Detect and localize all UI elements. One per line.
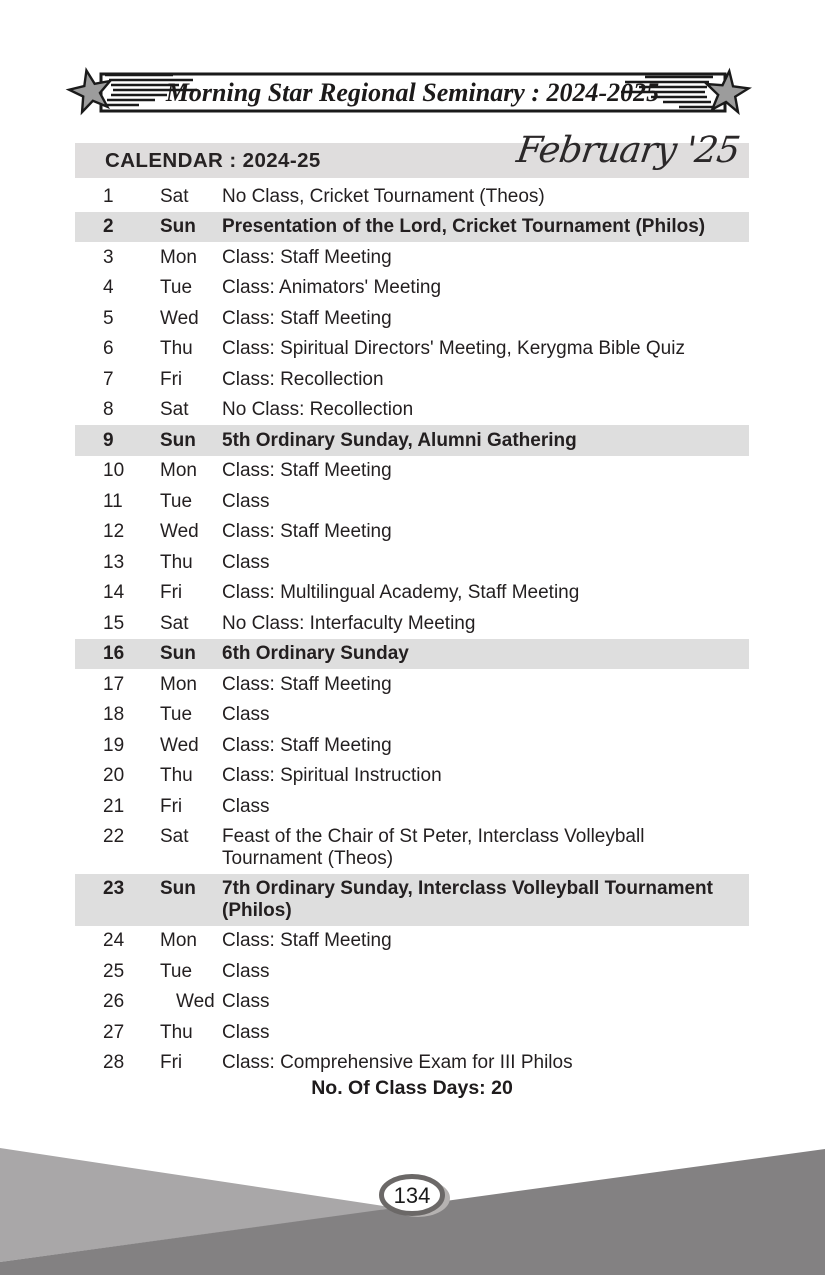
calendar-row	[75, 608, 749, 639]
weekday: Sun	[160, 429, 196, 451]
calendar-row	[75, 395, 749, 426]
day-number: 24	[103, 930, 125, 951]
calendar-row	[75, 639, 749, 670]
calendar-row	[75, 761, 749, 792]
calendar-row	[75, 303, 749, 334]
calendar-row	[75, 791, 749, 822]
weekday: Thu	[160, 1021, 193, 1043]
event-description: Class: Recollection	[222, 368, 384, 390]
seminary-title: Morning Star Regional Seminary : 2024-2025	[165, 78, 660, 107]
event-description: Class	[222, 795, 270, 817]
weekday: Tue	[160, 490, 193, 512]
weekday: Sat	[160, 826, 189, 847]
weekday: Mon	[160, 460, 197, 481]
weekday: Tue	[160, 960, 193, 982]
day-number: 9	[103, 429, 114, 451]
day-number: 22	[103, 826, 125, 847]
event-description: Class: Staff Meeting	[222, 734, 392, 756]
weekday: Tue	[160, 277, 193, 298]
day-number: 8	[103, 399, 114, 420]
calendar-header	[75, 130, 749, 178]
weekday: Wed	[160, 734, 199, 756]
calendar-table	[75, 181, 749, 1078]
weekday: Thu	[160, 338, 193, 359]
event-description: Class	[222, 704, 270, 725]
weekday: Thu	[160, 551, 193, 573]
day-number: 7	[103, 368, 114, 390]
day-number: 3	[103, 246, 114, 268]
event-description: No Class: Interfaculty Meeting	[222, 612, 476, 634]
calendar-row	[75, 334, 749, 365]
weekday: Wed	[176, 991, 215, 1012]
calendar-row	[75, 669, 749, 700]
day-number: 28	[103, 1052, 125, 1073]
day-number: 23	[103, 878, 125, 899]
calendar-row	[75, 700, 749, 731]
event-description: Class: Staff Meeting	[222, 246, 392, 268]
weekday: Sat	[160, 399, 189, 420]
day-number: 12	[103, 521, 125, 542]
event-description: 7th Ordinary Sunday, Interclass Volleyball Tournament (Philos)	[222, 878, 713, 921]
calendar-row	[75, 547, 749, 578]
calendar-row	[75, 874, 749, 926]
month-label: February '25	[514, 130, 742, 171]
event-description: No Class, Cricket Tournament (Theos)	[222, 185, 545, 207]
day-number: 10	[103, 460, 125, 481]
page-number: 134	[393, 1183, 431, 1208]
event-description: Class	[222, 960, 270, 982]
weekday: Mon	[160, 246, 197, 268]
day-number: 11	[103, 490, 123, 512]
weekday: Fri	[160, 1052, 183, 1073]
weekday: Sat	[160, 612, 189, 634]
day-number: 26	[103, 991, 125, 1012]
weekday: Fri	[160, 368, 183, 390]
weekday: Tue	[160, 704, 193, 725]
day-number: 4	[103, 277, 114, 298]
day-number: 13	[103, 551, 125, 573]
event-description: Class	[222, 1021, 270, 1043]
calendar-row	[75, 987, 749, 1018]
event-description: Class: Staff Meeting	[222, 521, 392, 542]
calendar-row	[75, 517, 749, 548]
day-number: 19	[103, 734, 125, 756]
day-number: 17	[103, 673, 125, 695]
weekday: Mon	[160, 673, 197, 695]
header-banner	[65, 62, 760, 132]
calendar-row	[75, 242, 749, 273]
weekday: Thu	[160, 765, 193, 786]
event-description: Class: Comprehensive Exam for III Philos	[222, 1052, 573, 1073]
weekday: Sun	[160, 216, 196, 237]
calendar-row	[75, 181, 749, 212]
calendar-row	[75, 456, 749, 487]
day-number: 5	[103, 307, 114, 329]
day-number: 6	[103, 338, 114, 359]
day-number: 1	[103, 185, 114, 207]
calendar-row	[75, 273, 749, 304]
day-number: 21	[103, 795, 125, 817]
class-days-summary: No. Of Class Days: 20	[311, 1077, 513, 1099]
event-description: Class: Multilingual Academy, Staff Meeting	[222, 582, 580, 603]
event-description: Class	[222, 490, 270, 512]
day-number: 27	[103, 1021, 125, 1043]
calendar-row	[75, 578, 749, 609]
event-description: 5th Ordinary Sunday, Alumni Gathering	[222, 429, 577, 451]
calendar-row	[75, 212, 749, 243]
weekday: Sun	[160, 878, 196, 899]
event-description: Class: Staff Meeting	[222, 307, 392, 329]
weekday: Fri	[160, 795, 183, 817]
event-description: 6th Ordinary Sunday	[222, 643, 409, 664]
event-description: Class: Staff Meeting	[222, 673, 392, 695]
day-number: 25	[103, 960, 125, 982]
event-description: Class	[222, 991, 270, 1012]
calendar-row	[75, 730, 749, 761]
day-number: 20	[103, 765, 125, 786]
day-number: 15	[103, 612, 125, 634]
day-number: 14	[103, 582, 125, 603]
weekday: Wed	[160, 307, 199, 329]
weekday: Sat	[160, 185, 189, 207]
event-description: Class: Staff Meeting	[222, 930, 392, 951]
weekday: Sun	[160, 643, 196, 664]
calendar-row	[75, 486, 749, 517]
event-description: No Class: Recollection	[222, 399, 414, 420]
day-number: 16	[103, 643, 125, 664]
event-description: Class: Staff Meeting	[222, 460, 392, 481]
event-description: Class: Animators' Meeting	[222, 277, 442, 298]
weekday: Fri	[160, 582, 183, 603]
calendar-row	[75, 926, 749, 957]
event-description: Class	[222, 551, 270, 573]
calendar-row	[75, 956, 749, 987]
event-description: Class: Spiritual Directors' Meeting, Kerygma Bible Quiz	[222, 338, 685, 359]
weekday: Mon	[160, 930, 197, 951]
event-description: Presentation of the Lord, Cricket Tournament (Philos)	[222, 216, 706, 237]
day-number: 2	[103, 216, 114, 237]
calendar-row	[75, 822, 749, 874]
calendar-row	[75, 364, 749, 395]
calendar-row	[75, 425, 749, 456]
event-description: Feast of the Chair of St Peter, Interclass Volleyball Tournament (Theos)	[222, 826, 645, 869]
event-description: Class: Spiritual Instruction	[222, 765, 442, 786]
day-number: 18	[103, 704, 125, 725]
calendar-title: CALENDAR : 2024-25	[105, 149, 321, 172]
calendar-row	[75, 1017, 749, 1048]
weekday: Wed	[160, 521, 199, 542]
